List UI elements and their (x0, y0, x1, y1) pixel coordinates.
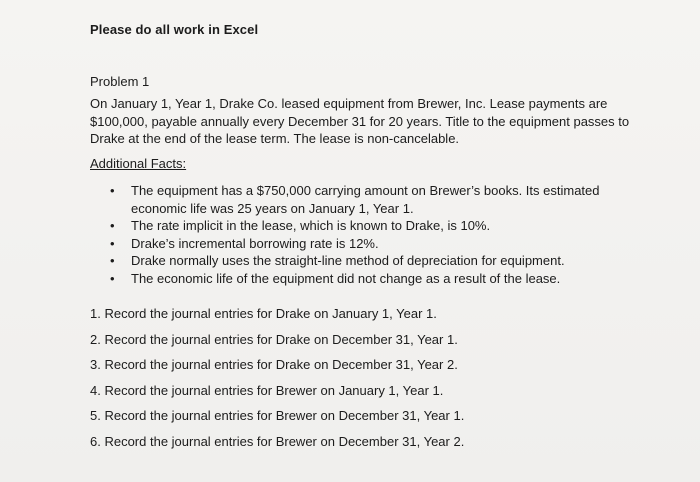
bullet-icon: • (110, 183, 115, 198)
question-item: 5. Record the journal entries for Brewer on December 31, Year 1. (90, 408, 465, 424)
bullet-icon: • (110, 253, 115, 268)
fact-text: Drake’s incremental borrowing rate is 12%. (131, 235, 379, 251)
bullet-icon: • (110, 218, 115, 233)
question-item: 3. Record the journal entries for Drake on December 31, Year 2. (90, 357, 458, 373)
fact-item (0, 270, 611, 288)
question-item: 6. Record the journal entries for Brewer on December 31, Year 2. (90, 433, 465, 449)
problem-intro: On January 1, Year 1, Drake Co. leased equipment from Brewer, Inc. Lease payments are $100,000, payable annually every December 31 for 20 years. Title to the equipment passes to Drake at the end of the lease term. The lease is non-cancelable. (90, 96, 630, 146)
fact-item (0, 217, 611, 235)
problem-title: Problem 1 (90, 74, 150, 89)
fact-text: The rate implicit in the lease, which is known to Drake, is 10%. (131, 218, 491, 233)
fact-item (0, 235, 611, 253)
bullet-icon: • (110, 270, 115, 286)
fact-item (0, 252, 611, 270)
question-item: 2. Record the journal entries for Drake on December 31, Year 1. (90, 331, 458, 347)
fact-item (0, 182, 611, 217)
fact-text: The economic life of the equipment did not change as a result of the lease. (131, 270, 561, 286)
instruction-heading: Please do all work in Excel (90, 22, 259, 37)
additional-facts-label: Additional Facts: (90, 156, 187, 171)
question-item: 1. Record the journal entries for Drake on January 1, Year 1. (90, 306, 437, 321)
fact-text: Drake normally uses the straight-line method of depreciation for equipment. (131, 253, 565, 268)
questions-list (90, 305, 464, 459)
facts-list (0, 182, 700, 287)
bullet-icon: • (110, 235, 115, 251)
fact-text: The equipment has a $750,000 carrying amount on Brewer’s books. Its estimated economic life was 25 years on January 1, Year 1. (131, 183, 600, 216)
question-item: 4. Record the journal entries for Brewer on January 1, Year 1. (90, 382, 444, 398)
